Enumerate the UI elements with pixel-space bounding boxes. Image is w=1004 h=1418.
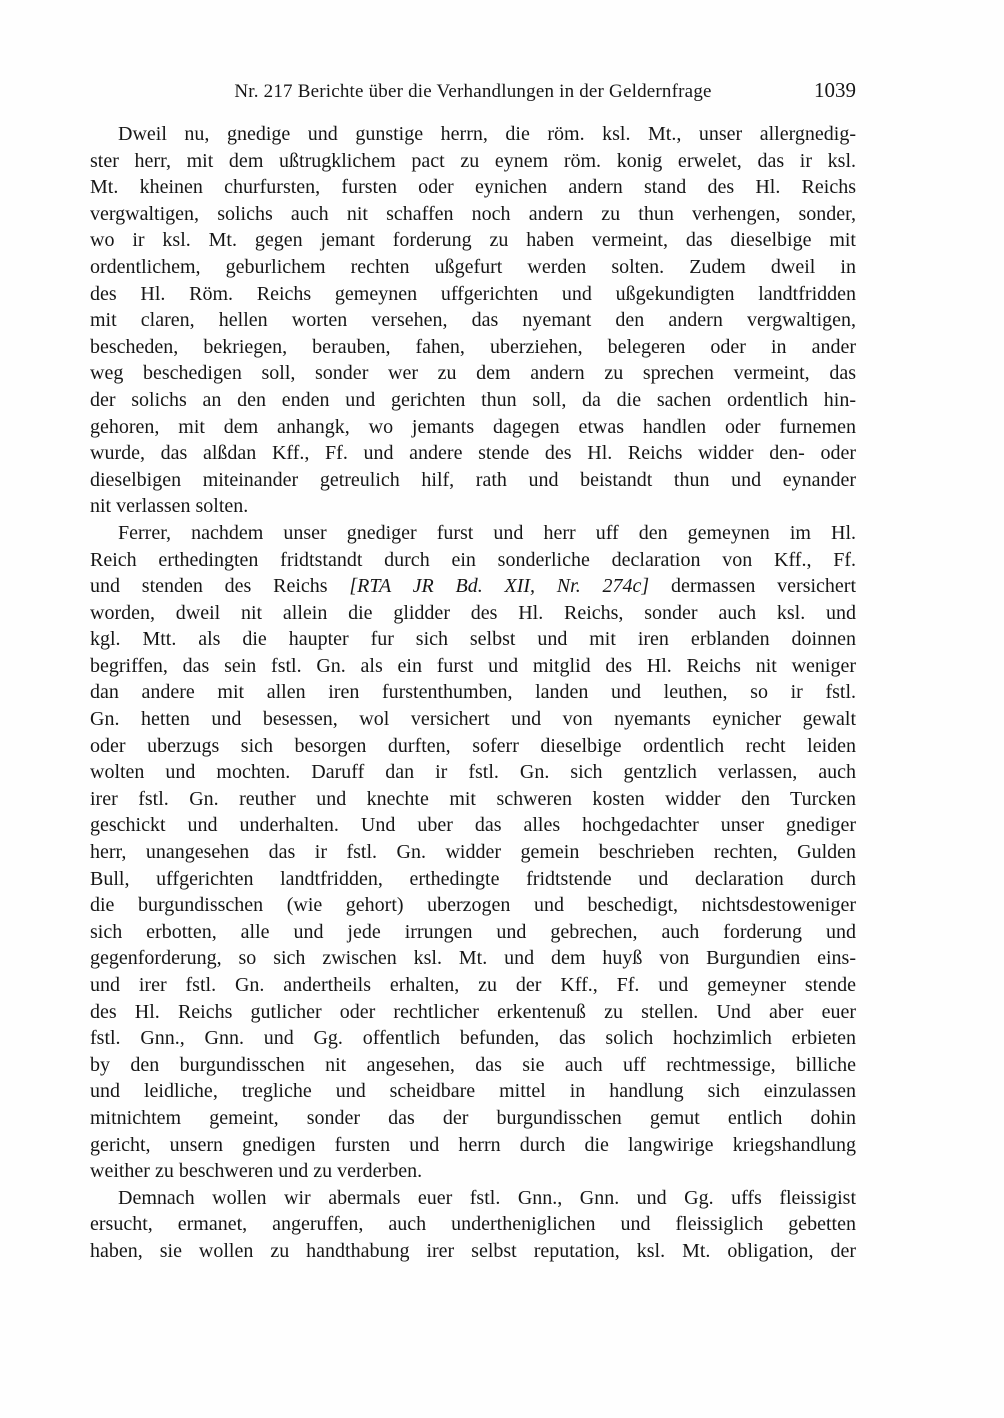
- text-segment: ordentlichem, geburlichem rechten ußgefurt werden solten. Zudem dweil in: [90, 255, 856, 278]
- page-content: [90, 80, 856, 1265]
- text-line: [90, 679, 856, 706]
- text-line: [90, 174, 856, 201]
- text-line: [90, 121, 856, 148]
- text-line: [90, 653, 856, 680]
- text-segment: sich erbotten, alle und jede irrungen und gebrechen, auch forderung und: [90, 920, 856, 943]
- text-segment: weg beschedigen soll, sonder wer zu dem andern zu sprechen vermeint, das: [90, 362, 856, 385]
- text-line: [90, 839, 856, 866]
- text-line: [90, 706, 856, 733]
- text-line: [90, 626, 856, 653]
- text-line: [90, 1211, 856, 1238]
- text-line: [90, 1105, 856, 1132]
- running-header: [90, 80, 856, 106]
- text-segment: gegenforderung, so sich zwischen ksl. Mt. und dem huyß von Burgundien eins-: [90, 947, 856, 970]
- text-line: [90, 520, 856, 547]
- text-segment: des Hl. Reichs gutlicher oder rechtlicher erkentenuß zu stellen. Und aber euer: [90, 1000, 856, 1023]
- text-segment: Demnach wollen wir abermals euer fstl. Gnn., Gnn. und Gg. uffs fleissigist: [118, 1186, 856, 1209]
- text-segment: geschickt und underhalten. Und uber das alles hochgedachter unser gnediger: [90, 814, 856, 837]
- text-segment: bescheden, bekriegen, berauben, fahen, uberziehen, belegeren oder in ander: [90, 335, 856, 358]
- text-segment: Mt. kheinen churfursten, fursten oder eynichen andern stand des Hl. Reichs: [90, 176, 856, 199]
- text-segment: wurde, das alßdan Kff., Ff. und andere stende des Hl. Reichs widder den- oder: [90, 442, 856, 465]
- text-line: [90, 786, 856, 813]
- text-segment: Gn. hetten und besessen, wol versichert und von nyemants eynicher gewalt: [90, 708, 856, 731]
- text-line: [90, 1158, 856, 1185]
- text-segment: vergwaltigen, solichs auch nit schaffen noch andern zu thun verhengen, sonder,: [90, 202, 856, 225]
- text-line: [90, 227, 856, 254]
- text-line: [90, 1185, 856, 1212]
- text-segment: irer fstl. Gn. reuther und knechte mit schweren kosten widder den Turcken: [90, 787, 856, 810]
- text-line: [90, 307, 856, 334]
- text-segment: mit claren, hellen worten versehen, das nyemant den andern vergwaltigen,: [90, 309, 856, 332]
- page-number: 1039: [814, 78, 856, 102]
- text-segment: herr, unangesehen das ir fstl. Gn. widder gemein beschrieben rechten, Gulden: [90, 841, 856, 864]
- text-segment: wo ir ksl. Mt. gegen jemant forderung zu haben vermeint, das dieselbige mit: [90, 229, 856, 252]
- text-line: [90, 360, 856, 387]
- text-line: [90, 547, 856, 574]
- text-line: [90, 573, 856, 600]
- text-segment: mitnichtem gemeint, sonder das der burgundisschen gemut entlich dohin: [90, 1106, 856, 1129]
- text-line: [90, 919, 856, 946]
- text-line: [90, 1078, 856, 1105]
- text-line: [90, 812, 856, 839]
- text-line: [90, 467, 856, 494]
- text-segment: nit verlassen solten.: [90, 495, 249, 518]
- text-segment: gericht, unsern gnedigen fursten und herrn durch die langwirige kriegshandlung: [90, 1133, 856, 1156]
- text-line: [90, 254, 856, 281]
- text-line: [90, 1025, 856, 1052]
- text-segment: und irer fstl. Gn. andertheils erhalten, zu der Kff., Ff. und gemeyner stende: [90, 974, 856, 996]
- text-segment: Dweil nu, gnedige und gunstige herrn, die röm. ksl. Mt., unser allergnedig-: [118, 123, 856, 145]
- text-line: [90, 759, 856, 786]
- citation: [RTA JR Bd. XII, Nr. 274c]: [349, 575, 650, 598]
- text-segment: Bull, uffgerichten landtfridden, erthedingte fridtstende und declaration durch: [90, 867, 856, 890]
- text-line: [90, 440, 856, 467]
- text-line: [90, 334, 856, 361]
- text-line: [90, 999, 856, 1026]
- text-segment: ersucht, ermanet, angeruffen, auch undertheniglichen und fleissiglich gebetten: [90, 1213, 856, 1236]
- text-segment: ster herr, mit dem ußtrugklichem pact zu eynem röm. konig erwelet, das ir ksl.: [90, 149, 856, 172]
- text-segment: dieselbigen miteinander getreulich hilf, rath und beistandt thun und eynander: [90, 468, 856, 491]
- text-segment: Reich erthedingten fridtstandt durch ein sonderliche declaration von Kff., Ff.: [90, 548, 856, 571]
- text-segment: oder uberzugs sich besorgen durften, soferr dieselbige ordentlich recht leiden: [90, 734, 856, 757]
- text-line: [90, 1132, 856, 1159]
- text-segment: kgl. Mtt. als die haupter fur sich selbst und mit iren erblanden doinnen: [90, 628, 856, 651]
- text-segment: gehoren, mit dem anhangk, wo jemants dagegen etwas handlen oder furnemen: [90, 415, 856, 438]
- text-segment: weither zu beschweren und zu verderben.: [90, 1160, 423, 1183]
- text-segment: die burgundisschen (wie gehort) uberzogen und beschedigt, nichtsdestoweniger: [90, 894, 856, 917]
- text-segment: begriffen, das sein fstl. Gn. als ein furst und mitglid des Hl. Reichs nit weniger: [90, 654, 856, 677]
- text-line: [90, 493, 856, 520]
- text-line: [90, 945, 856, 972]
- text-line: [90, 1052, 856, 1079]
- paragraph: [90, 121, 856, 520]
- body-text: [90, 121, 856, 1265]
- text-segment: haben, sie wollen zu handthabung irer selbst reputation, ksl. Mt. obligation, der: [90, 1239, 856, 1262]
- text-segment: fstl. Gnn., Gnn. und Gg. offentlich befunden, das solich hochzimlich erbieten: [90, 1027, 856, 1050]
- text-line: [90, 387, 856, 414]
- paragraph: [90, 1185, 856, 1265]
- text-line: [90, 1238, 856, 1265]
- text-segment: dan andere mit allen iren furstenthumben, landen und leuthen, so ir fstl.: [90, 681, 856, 704]
- text-line: [90, 892, 856, 919]
- text-line: [90, 281, 856, 308]
- text-line: [90, 866, 856, 893]
- text-segment: Ferrer, nachdem unser gnediger furst und herr uff den gemeynen im Hl.: [118, 521, 856, 544]
- text-line: [90, 972, 856, 999]
- text-line: [90, 201, 856, 228]
- text-segment: und leidliche, tregliche und scheidbare mittel in handlung sich einzulassen: [90, 1080, 856, 1103]
- text-segment: wolten und mochten. Daruff dan ir fstl. Gn. sich gentzlich verlassen, auch: [90, 761, 856, 784]
- text-line: [90, 148, 856, 175]
- text-segment: und stenden des Reichs: [90, 575, 350, 598]
- text-segment: by den burgundisschen nit angesehen, das sie auch uff rechtmessige, billiche: [90, 1053, 856, 1076]
- text-line: [90, 733, 856, 760]
- text-line: [90, 414, 856, 441]
- text-segment: der solichs an den enden und gerichten thun soll, da die sachen ordentlich hin-: [90, 388, 856, 411]
- text-segment: worden, dweil nit allein die glidder des Hl. Reichs, sonder auch ksl. und: [90, 601, 856, 624]
- text-line: [90, 600, 856, 627]
- running-header-title: Nr. 217 Berichte über die Verhandlungen in der Geldernfrage: [234, 81, 712, 102]
- text-segment: des Hl. Röm. Reichs gemeynen uffgerichten und ußgekundigten landtfridden: [90, 282, 856, 305]
- paragraph: [90, 520, 856, 1185]
- text-segment: dermassen versichert: [649, 575, 857, 598]
